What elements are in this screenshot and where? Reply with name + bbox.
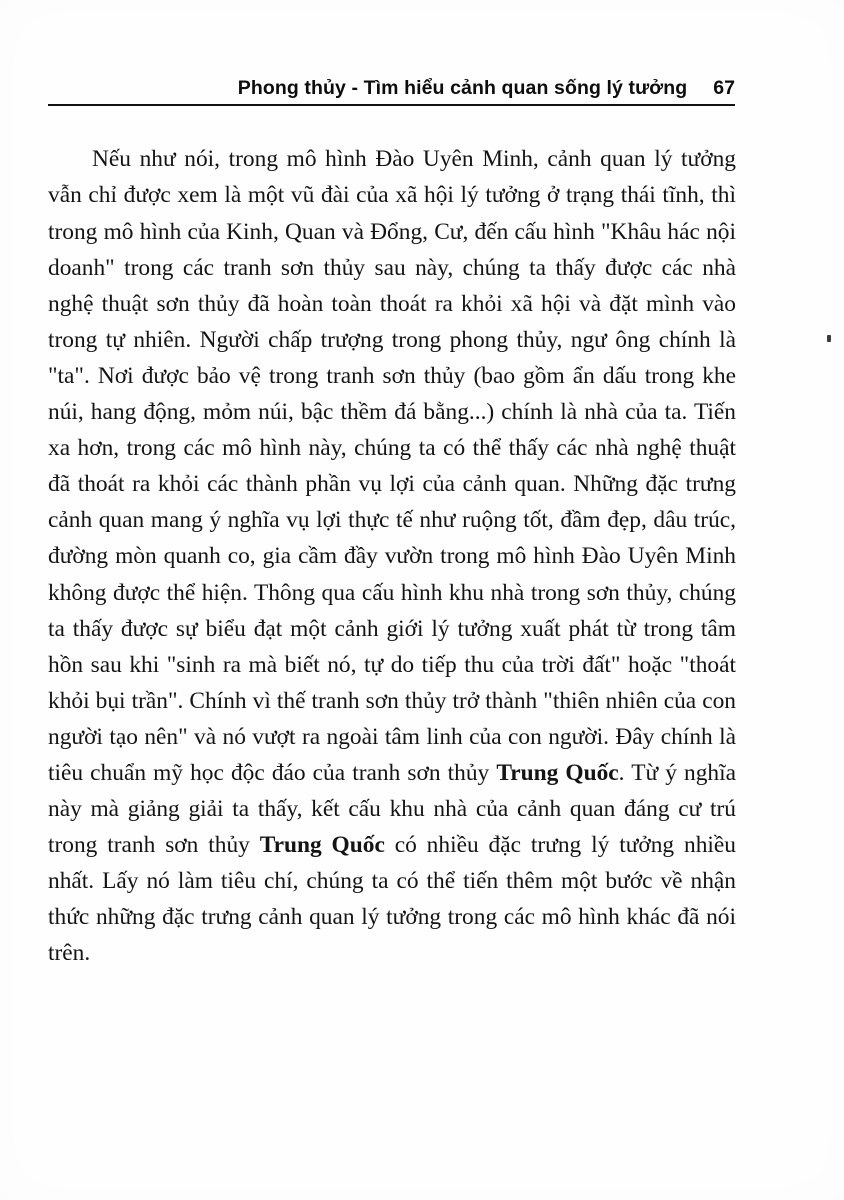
running-head	[48, 68, 735, 98]
scan-speck-artifact	[827, 335, 831, 342]
running-head-title: Phong thủy - Tìm hiểu cảnh quan sống lý tưởng	[237, 76, 688, 99]
emphasis-trung-quoc-1: Trung Quốc	[496, 759, 619, 786]
header-rule-divider	[48, 104, 735, 106]
paragraph-segment-3: có nhiều đặc trưng lý tưởng nhiều nhất. Lấy nó làm tiêu chí, chúng ta có thể tiến thêm một bước về nhận thức những đặc trưng cảnh quan lý tưởng trong các mô hình khác đã nói trên.	[48, 832, 736, 967]
page-number: 67	[713, 76, 735, 99]
paragraph-segment-1: Nếu như nói, trong mô hình Đào Uyên Minh, cảnh quan lý tưởng vẫn chỉ được xem là một vũ đài của xã hội lý tưởng ở trạng thái tĩnh, thì trong mô hình của Kinh, Quan và Đổng, Cư, đến cấu hình "Khâu hác nội doanh" trong các tranh sơn thủy sau này, chúng ta thấy được các nhà nghệ thuật sơn thủy đã hoàn toàn thoát ra khỏi xã hội và đặt mình vào trong tự nhiên. Người chấp trượng trong phong thủy, ngư ông chính là "ta". Nơi được bảo vệ trong tranh sơn thủy (bao gồm ẩn dấu trong khe núi, hang động, mỏm núi, bậc thềm đá bằng...) chính là nhà của ta. Tiến xa hơn, trong các mô hình này, chúng ta có thể thấy các nhà nghệ thuật đã thoát ra khỏi các thành phần vụ lợi của cảnh quan. Những đặc trưng cảnh quan mang ý nghĩa vụ lợi thực tế như ruộng tốt, đầm đẹp, dâu trúc, đường mòn quanh co, gia cầm đầy vườn trong mô hình Đào Uyên Minh không được thể hiện. Thông qua cấu hình khu nhà trong sơn thủy, chúng ta thấy được sự biểu đạt một cảnh giới lý tưởng xuất phát từ trong tâm hồn sau khi "sinh ra mà biết nó, tự do tiếp thu của trời đất" hoặc "thoát khỏi bụi trần". Chính vì thế tranh sơn thủy trở thành "thiên nhiên của con người tạo nên" và nó vượt ra ngoài tâm linh của con người. Đây chính là tiêu chuẩn mỹ học độc đáo của tranh sơn thủy	[48, 146, 736, 786]
paragraph-segment-2: . Từ ý nghĩa này mà giảng giải ta thấy, kết cấu khu nhà của cảnh quan đáng cư trú trong tranh sơn thủy	[48, 759, 736, 859]
emphasis-trung-quoc-2: Trung Quốc	[259, 832, 385, 859]
body-paragraph	[48, 141, 736, 971]
